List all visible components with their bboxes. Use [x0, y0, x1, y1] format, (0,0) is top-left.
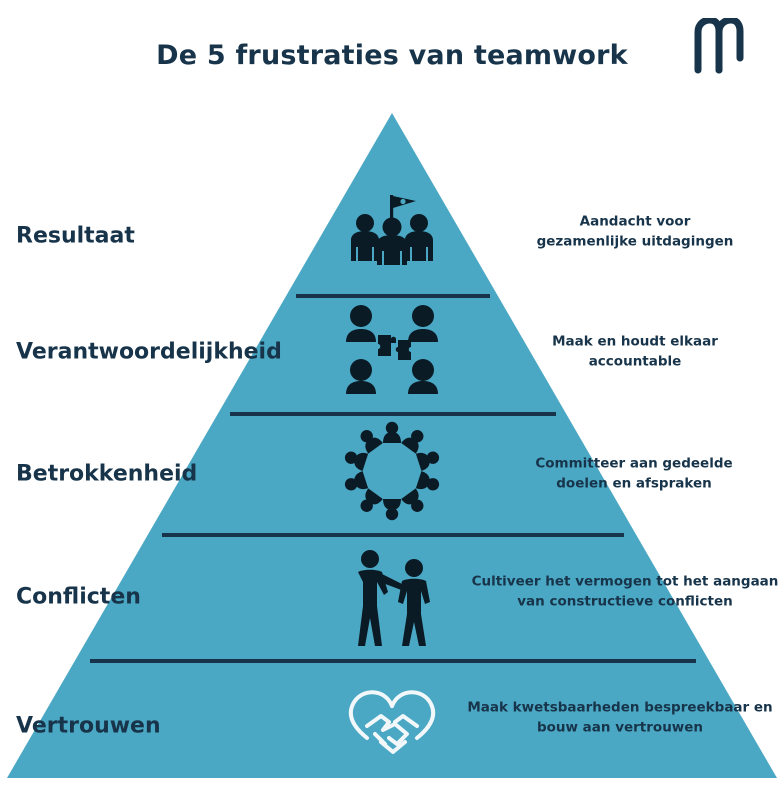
desc-line: accountable: [588, 353, 682, 369]
desc-line: Maak kwetsbaarheden bespreekbaar en: [467, 699, 773, 716]
page-title: De 5 frustraties van teamwork: [156, 40, 628, 71]
level-desc-betrokkenheid: [506, 454, 762, 493]
two-people-talking-icon: [344, 548, 440, 652]
level-label-conflicten: Conflicten: [16, 584, 141, 610]
desc-line: bouw aan vertrouwen: [536, 719, 704, 735]
level-label-resultaat: Resultaat: [16, 223, 135, 249]
desc-line: van constructieve conflicten: [517, 593, 733, 609]
people-puzzle-icon: [344, 302, 440, 398]
desc-line: doelen en afspraken: [556, 475, 712, 491]
level-desc-vertrouwen: [462, 698, 778, 737]
team-flag-icon: [346, 193, 438, 279]
level-desc-resultaat: [520, 212, 750, 251]
level-label-verantwoordelijkheid: Verantwoordelijkheid: [16, 339, 282, 365]
level-desc-verantwoordelijkheid: [524, 332, 746, 371]
handshake-heart-icon: [337, 680, 447, 780]
desc-line: Aandacht voor: [579, 213, 691, 230]
level-label-betrokkenheid: Betrokkenheid: [16, 461, 198, 487]
level-label-vertrouwen: Vertrouwen: [16, 713, 161, 739]
desc-line: Committeer aan gedeelde: [535, 455, 733, 472]
desc-line: Cultiveer het vermogen tot het aangaan: [471, 573, 779, 590]
desc-line: gezamenlijke uitdagingen: [536, 233, 734, 249]
people-circle-icon: [340, 421, 444, 525]
desc-line: Maak en houdt elkaar: [552, 333, 718, 350]
level-desc-conflicten: [470, 572, 780, 611]
